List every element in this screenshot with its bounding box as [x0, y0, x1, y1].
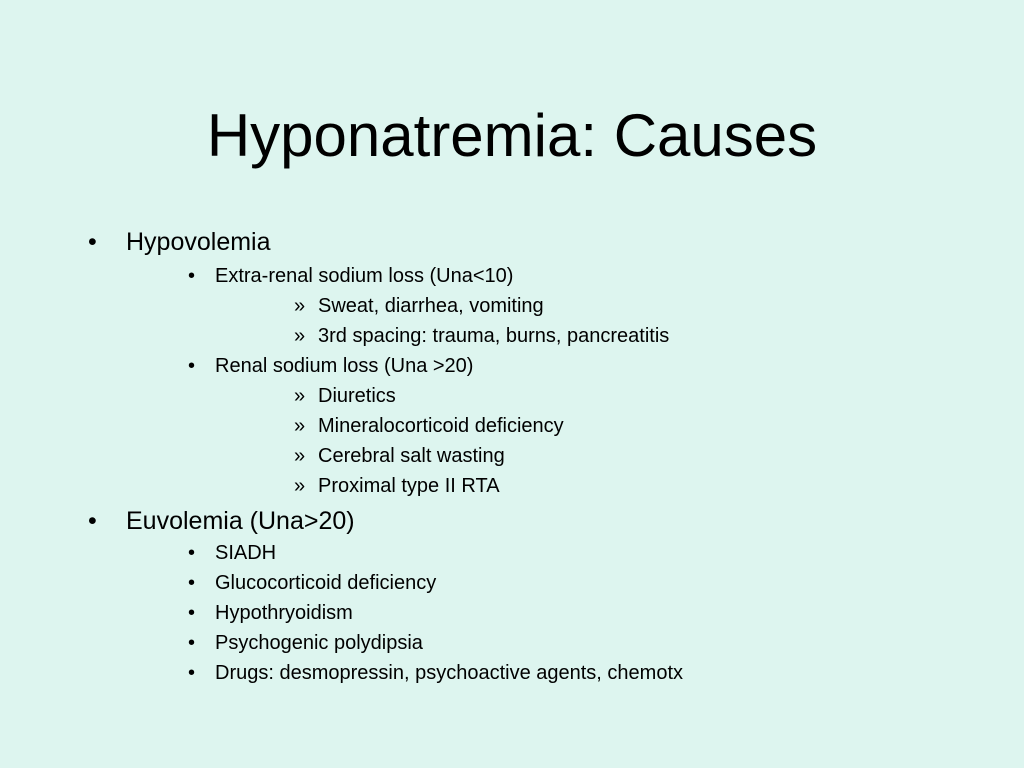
bullet-dot-icon: • — [88, 507, 97, 535]
bullet-dot-icon: • — [188, 632, 196, 654]
bullet-chevron-icon: » — [294, 445, 306, 467]
bullet-chevron-icon: » — [294, 295, 306, 317]
bullet-text: Euvolemia (Una>20) — [126, 507, 355, 535]
bullet-dot-icon: • — [188, 355, 196, 377]
bullet-dot-icon: • — [188, 542, 196, 564]
bullet-dot-icon: • — [188, 662, 196, 684]
bullet-text: Mineralocorticoid deficiency — [318, 415, 564, 437]
slide-title: Hyponatremia: Causes — [206, 102, 818, 169]
bullet-text: Renal sodium loss (Una >20) — [215, 355, 474, 377]
bullet-text: Proximal type II RTA — [318, 475, 500, 497]
bullet-text: Sweat, diarrhea, vomiting — [318, 295, 544, 317]
bullet-dot-icon: • — [188, 265, 196, 287]
bullet-chevron-icon: » — [294, 415, 306, 437]
bullet-text: Hypovolemia — [126, 228, 271, 256]
bullet-text: Cerebral salt wasting — [318, 445, 505, 467]
bullet-text: 3rd spacing: trauma, burns, pancreatitis — [318, 325, 670, 347]
bullet-text: Glucocorticoid deficiency — [215, 572, 437, 594]
bullet-text: Diuretics — [318, 385, 396, 407]
bullet-dot-icon: • — [188, 602, 196, 624]
bullet-chevron-icon: » — [294, 475, 306, 497]
bullet-chevron-icon: » — [294, 385, 306, 407]
bullet-text: SIADH — [215, 542, 277, 564]
bullet-text: Psychogenic polydipsia — [215, 632, 423, 654]
bullet-text: Drugs: desmopressin, psychoactive agents, chemotx — [215, 662, 683, 684]
bullet-chevron-icon: » — [294, 325, 306, 347]
bullet-dot-icon: • — [188, 572, 196, 594]
bullet-dot-icon: • — [88, 228, 97, 256]
bullet-text: Extra-renal sodium loss (Una<10) — [215, 265, 514, 287]
bullet-text: Hypothryoidism — [215, 602, 353, 624]
